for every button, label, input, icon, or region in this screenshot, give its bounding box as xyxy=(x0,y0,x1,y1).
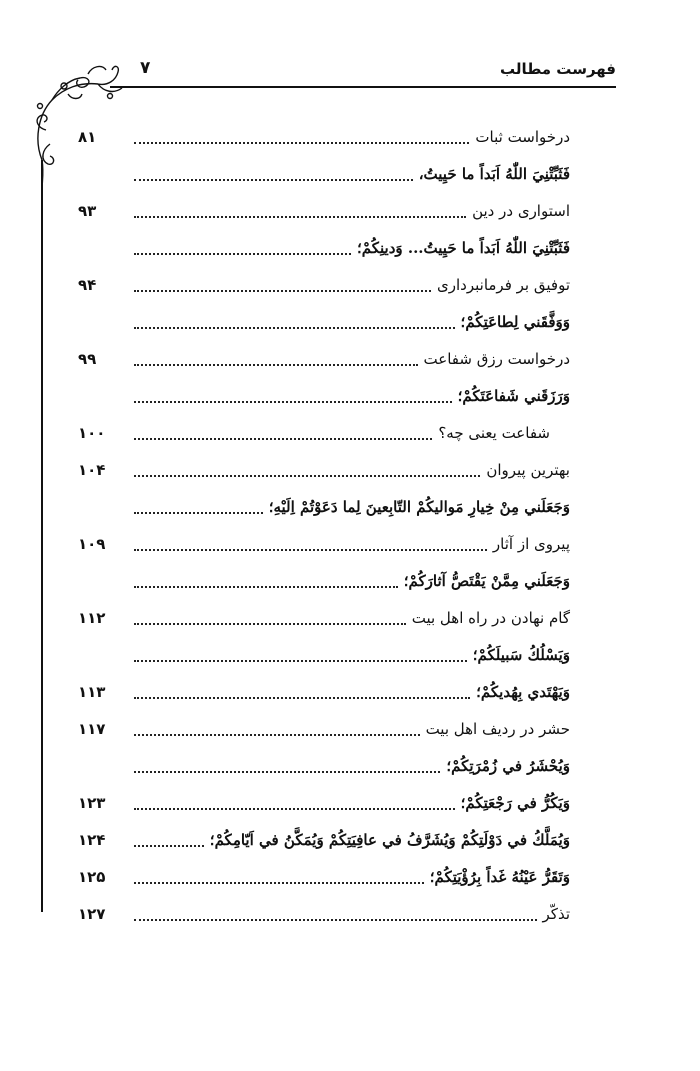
toc-entry-title: حشر در رديف اهل بيت xyxy=(425,719,570,738)
toc-dot-leader xyxy=(134,438,432,440)
toc-entry xyxy=(78,599,570,636)
toc-entry-page: ۹۴ xyxy=(78,275,97,294)
toc-entry-title: وَيَسْلُكُ سَبيلَكُمْ؛ xyxy=(472,645,570,664)
toc-entry xyxy=(78,266,570,303)
toc-entry-page: ۱۱۳ xyxy=(78,682,106,701)
toc-entry xyxy=(78,673,570,710)
toc-dot-leader xyxy=(134,882,424,884)
toc-entry-page: ۱۰۹ xyxy=(78,534,106,553)
toc-entry-title: وَجَعَلَني مِمَّنْ يَقْتَصُّ آثارَكُمْ؛ xyxy=(403,571,570,590)
toc-dot-leader xyxy=(134,919,537,921)
toc-entry xyxy=(78,784,570,821)
toc-dot-leader xyxy=(134,586,398,588)
toc-dot-leader xyxy=(134,364,418,366)
toc-entry xyxy=(78,525,570,562)
toc-dot-leader xyxy=(134,253,351,255)
toc-entry xyxy=(78,747,570,784)
page-header-title: فهرست مطالب xyxy=(500,60,616,78)
toc-entry-title: توفيق بر فرمانبرداری xyxy=(437,275,570,294)
toc-entry-title: تذكّر xyxy=(542,904,570,923)
toc-entry-title: فَثَبِّتْنِيَ اللّٰهُ اَبَداً ما حَيِيتُ... وَدينِكُمْ؛ xyxy=(356,238,570,257)
toc-entry-title: بهترين پيروان xyxy=(486,460,570,479)
toc-dot-leader xyxy=(134,327,455,329)
toc-entry-title: درخواست رزق شفاعت xyxy=(423,349,570,368)
toc-entry xyxy=(78,118,570,155)
toc-dot-leader xyxy=(134,808,455,810)
toc-entry xyxy=(78,562,570,599)
toc-entry-title: وَجَعَلَني مِنْ خِيارِ مَواليكُمْ التّابِعينَ لِما دَعَوْتُمْ اِلَيْهِ؛ xyxy=(268,497,570,516)
toc-dot-leader xyxy=(134,660,467,662)
toc-entry-title: درخواست ثبات xyxy=(475,127,570,146)
toc-entry-page: ۹۳ xyxy=(78,201,97,220)
toc-entry-title: فَثَبِّتْنِيَ اللّٰهُ اَبَداً ما حَيِيتُ، xyxy=(418,164,570,183)
toc-entry xyxy=(78,303,570,340)
toc-entry-page: ۱۲۳ xyxy=(78,793,106,812)
toc-dot-leader xyxy=(134,549,487,551)
toc-entry-title: وَيَكُرُّ في رَجْعَتِكُمْ؛ xyxy=(460,793,570,812)
toc-dot-leader xyxy=(134,623,406,625)
toc-dot-leader xyxy=(134,734,420,736)
toc-entry-page: ۱۲۷ xyxy=(78,904,106,923)
margin-vertical-rule xyxy=(41,160,43,912)
toc-entry xyxy=(78,858,570,895)
toc-entry xyxy=(78,192,570,229)
toc-dot-leader xyxy=(134,290,431,292)
page-number: ۷ xyxy=(140,58,151,78)
toc-entry-page: ۹۹ xyxy=(78,349,97,368)
toc-entry-title: وَيُحْشَرُ في زُمْرَتِكُمْ؛ xyxy=(446,756,570,775)
toc-entry xyxy=(78,340,570,377)
header-rule xyxy=(110,86,616,88)
toc-entry-page: ۱۰۴ xyxy=(78,460,106,479)
toc-entry xyxy=(78,229,570,266)
toc-entry xyxy=(78,488,570,525)
toc-dot-leader xyxy=(134,771,440,773)
toc-entry xyxy=(78,451,570,488)
toc-entry-title: پيروی از آثار xyxy=(492,534,570,553)
toc-entry-title: شفاعت يعنی چه؟ xyxy=(438,423,550,442)
toc-entry xyxy=(78,155,570,192)
toc-entry-title: وَيَهْتَدي بِهُديكُمْ؛ xyxy=(476,682,570,701)
toc-entry-page: ۱۲۴ xyxy=(78,830,106,849)
toc-entry xyxy=(78,377,570,414)
toc-entry-page: ۱۰۰ xyxy=(78,423,106,442)
toc-dot-leader xyxy=(134,512,263,514)
toc-entry-page: ۱۱۲ xyxy=(78,608,106,627)
toc-entry-title: وَوَفَّقَني لِطاعَتِكُمْ؛ xyxy=(460,312,570,331)
toc-dot-leader xyxy=(134,845,204,847)
table-of-contents xyxy=(78,118,570,932)
toc-dot-leader xyxy=(134,142,469,144)
toc-entry xyxy=(78,710,570,747)
toc-entry-page: ۸۱ xyxy=(78,127,97,146)
toc-entry xyxy=(78,895,570,932)
toc-entry xyxy=(78,636,570,673)
toc-dot-leader xyxy=(134,475,480,477)
toc-dot-leader xyxy=(134,697,470,699)
toc-entry-page: ۱۲۵ xyxy=(78,867,106,886)
toc-dot-leader xyxy=(134,216,466,218)
toc-entry-title: وَتَقَرُّ عَيْنُهُ غَداً بِرُؤْيَتِكُمْ؛ xyxy=(429,867,570,886)
toc-dot-leader xyxy=(134,401,452,403)
toc-entry-title: استواری در دين xyxy=(472,201,570,220)
toc-dot-leader xyxy=(134,179,413,181)
toc-entry-page: ۱۱۷ xyxy=(78,719,106,738)
toc-entry-title: وَيُمَلَّكُ في دَوْلَتِكُمْ وَيُشَرَّفُ في عافِيَتِكُمْ وَيُمَكَّنُ في اَيّامِكُمْ؛ xyxy=(209,830,570,849)
toc-entry xyxy=(78,821,570,858)
toc-entry-title: وَرَزَقَني شَفاعَتَكُمْ؛ xyxy=(457,386,570,405)
toc-entry-title: گام نهادن در راه اهل بيت xyxy=(411,608,570,627)
toc-entry xyxy=(78,414,570,451)
